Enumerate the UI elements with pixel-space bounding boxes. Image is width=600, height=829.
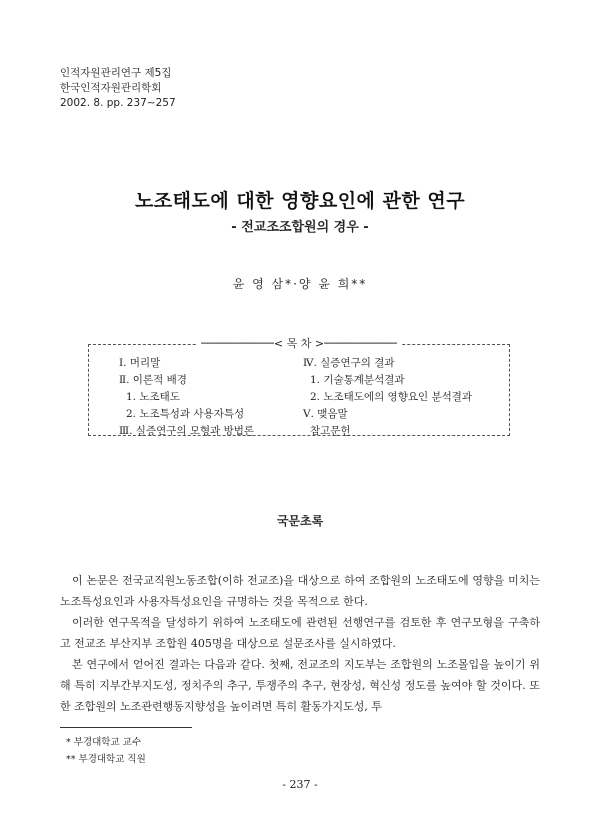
page-number: - 237 - (282, 778, 318, 791)
publication-info: 2002. 8. pp. 237∼257 (60, 97, 176, 109)
toc-item: 2. 노조태도에의 영향요인 분석결과 (310, 391, 473, 403)
toc-item: Ⅲ. 실증연구의 모형과 방법론 (119, 425, 255, 437)
footnote: ** 부경대학교 직원 (66, 754, 146, 765)
paper-authors: 윤 영 삼*·양 윤 희** (232, 277, 368, 291)
toc-left-column (119, 355, 254, 440)
journal-header (60, 66, 176, 111)
toc-item: 참고문헌 (310, 425, 351, 437)
toc-item: 1. 기술통계분석결과 (310, 374, 405, 386)
journal-name: 인적자원관리연구 제5집 (60, 67, 172, 79)
toc-right-column (303, 355, 472, 440)
toc-item: Ⅱ. 이론적 배경 (119, 374, 187, 386)
toc-item: Ⅳ. 실증연구의 결과 (303, 357, 395, 369)
abstract-paragraph: 본 연구에서 얻어진 결과는 다음과 같다. 첫째, 전교조의 지도부는 조합원의 노조몰입을 높이기 위해 특히 지부간부지도성, 정치주의 추구, 투쟁주의 추구, 현장성, 혁신성 정도를 높여야 할 것이다. 또한 조합원의 노조관련행동지향성을 높이려면 특히 활동가지도성, 투 (60, 658, 540, 713)
toc-item: Ⅰ. 머리말 (119, 357, 161, 369)
toc-heading: ───────────< 목 차 >─────────── (197, 336, 401, 352)
abstract-body (60, 570, 540, 717)
toc-item: 2. 노조특성과 사용자특성 (126, 408, 245, 420)
table-of-contents (88, 337, 510, 437)
paper-title: 노조태도에 대한 영향요인에 관한 연구 (134, 190, 466, 212)
footnote: * 부경대학교 교수 (66, 737, 142, 748)
toc-item: Ⅴ. 맺음말 (303, 408, 348, 420)
paper-subtitle: - 전교조조합원의 경우 - (231, 220, 369, 235)
footnote-divider (60, 727, 192, 728)
abstract-paragraph: 이러한 연구목적을 달성하기 위하여 노조태도에 관련된 선행연구를 검토한 후 연구모형을 구축하고 전교조 부산지부 조합원 405명을 대상으로 설문조사를 실시하였다. (60, 616, 540, 650)
society-name: 한국인적자원관리학회 (60, 82, 162, 94)
footnotes (66, 734, 146, 768)
abstract-heading: 국문초록 (276, 514, 324, 528)
toc-item: 1. 노조태도 (126, 391, 180, 403)
abstract-paragraph: 이 논문은 전국교직원노동조합(이하 전교조)을 대상으로 하여 조합원의 노조태도에 영향을 미치는 노조특성요인과 사용자특성요인을 규명하는 것을 목적으로 한다. (60, 574, 540, 608)
